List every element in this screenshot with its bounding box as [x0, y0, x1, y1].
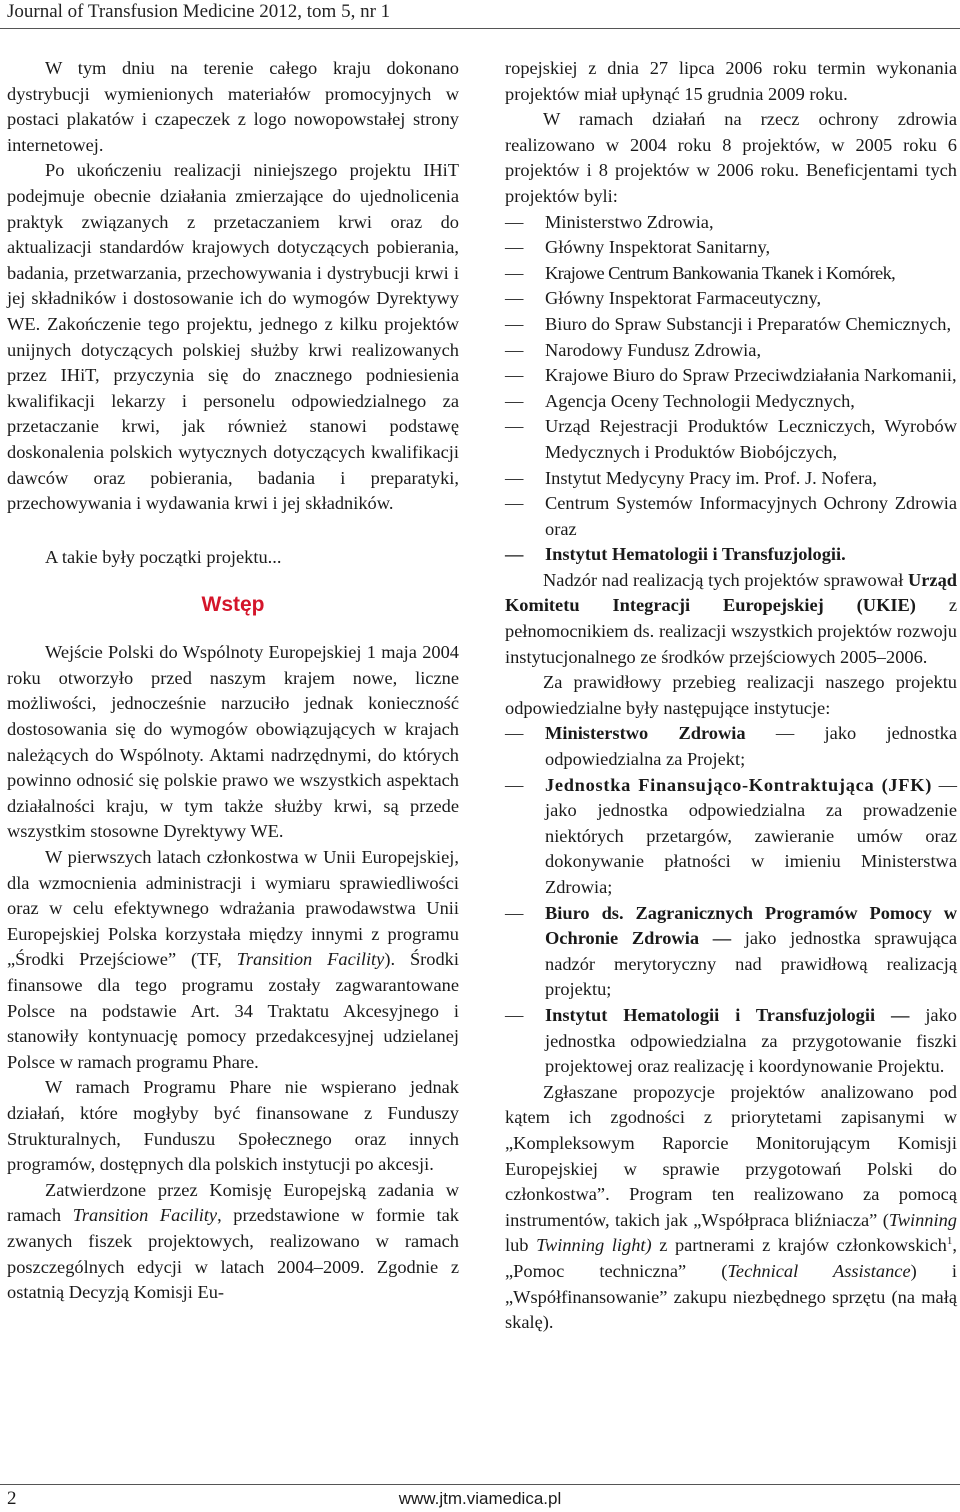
paragraph: Zgłaszane propozycje projektów analizowano pod kątem ich zgodności z priorytetami zapisanymi w „Kompleksowym Raporcie Monitorującym Komisji Europejskiej w sprawie przygotowań Polski do członkostwa”. Program ten realizowano za pomocą instrumentów, takich jak „Współpraca bliźniacza” (Twinning lub Twinning light) z partnerami z krajów członkowskich$^1$, „Pomoc techniczna” (Technical Assistance) i „Współfinansowanie” zakupu niezbędnego sprzętu (na małą skalę).	[505, 1081, 957, 1333]
footer-rule	[0, 1484, 960, 1485]
subheading: A takie były początki projektu...	[45, 546, 282, 567]
spacer	[7, 630, 459, 640]
institutions-list	[505, 721, 957, 1079]
list-item: — Instytut Medycyny Pracy im. Prof. J. Nofera,	[505, 466, 957, 492]
list-item: — Krajowe Centrum Bankowania Tkanek i Komórek,	[505, 261, 957, 287]
list-item: — Ministerstwo Zdrowia,	[505, 210, 957, 236]
list-item: — Instytut Hematologii i Transfuzjologii — jako jednostka odpowiedzialna za przygotowanie fiszki projektowej oraz realizację i koordynowanie Projektu.	[505, 1003, 957, 1080]
list-item: — Urząd Rejestracji Produktów Leczniczych, Wyrobów Medycznych i Produktów Biobójczych,	[505, 414, 957, 465]
list-item: — Instytut Hematologii i Transfuzjologii.	[505, 542, 957, 568]
journal-header: Journal of Transfusion Medicine 2012, tom 5, nr 1	[7, 1, 391, 22]
paragraph: W tym dniu na terenie całego kraju dokonano dystrybucji wymienionych materiałów promocyjnych w postaci plakatów i czapeczek z logo nowopowstałej strony internetowej.	[7, 58, 459, 155]
list-item: — Narodowy Fundusz Zdrowia,	[505, 338, 957, 364]
list-item: — Ministerstwo Zdrowia — jako jednostka odpowiedzialna za Projekt;	[505, 721, 957, 772]
list-item: — Główny Inspektorat Farmaceutyczny,	[505, 286, 957, 312]
left-column	[7, 56, 459, 1306]
paragraph: Wejście Polski do Wspólnoty Europejskiej 1 maja 2004 roku otworzyło przed naszym krajem nowe, liczne możliwości, jednocześnie narzuciło jednak konieczność dostosowania się do wymogów obowiązujących w krajach należących do Wspólnoty. Aktami nadrzędnymi, do których powinno odnosić się polskie prawo we wszystkich aspektach działalności kraju, w tym także służby krwi, są przede wszystkim stosowne Dyrektywy WE.	[7, 642, 459, 842]
paragraph: Zatwierdzone przez Komisję Europejską zadania w ramach Transition Facility, przedstawione w formie tak zwanych fiszek projektowych, realizowano w ramach poszczególnych edycji w latach 2004–2009. Zgodnie z ostatnią Decyzją Komisji Eu-	[7, 1179, 459, 1303]
header-rule	[0, 28, 960, 29]
list-item: — Krajowe Biuro do Spraw Przeciwdziałania Narkomanii,	[505, 363, 957, 389]
right-column	[505, 56, 957, 1336]
journal-url[interactable]: www.jtm.viamedica.pl	[398, 1489, 562, 1508]
paragraph: Nadzór nad realizacją tych projektów sprawował Urząd Komitetu Integracji Europejskiej (UKIE) z pełnomocnikiem ds. realizacji wszystkich projektów rozwoju instytucjonalnego ze środków przejściowych 2005–2006.	[505, 569, 957, 667]
paragraph: W ramach Programu Phare nie wspierano jednak działań, które mogłyby być finansowane z Funduszy Strukturalnych, Funduszu Społecznego oraz innych programów, dostępnych dla polskich instytucji po akcesji.	[7, 1077, 459, 1175]
paragraph: W ramach działań na rzecz ochrony zdrowia realizowano w 2004 roku 8 projektów, w 2005 roku 6 projektów i 8 projektów w 2006 roku. Beneficjentami tych projektów byli:	[505, 109, 957, 206]
page-number: 2	[7, 1488, 17, 1509]
list-item: — Główny Inspektorat Sanitarny,	[505, 235, 957, 261]
paragraph: ropejskiej z dnia 27 lipca 2006 roku termin wykonania projektów miał upłynąć 15 grudnia 2009 roku.	[505, 58, 957, 104]
spacer	[7, 570, 459, 580]
paragraph: Po ukończeniu realizacji niniejszego projektu IHiT podejmuje obecnie działania zmierzające do ujednolicenia praktyk związanych z przetaczaniem krwi oraz do aktualizacji standardów krajowych dotyczących pobierania, badania, przetwarzania, przechowywania i dystrybucji krwi i jej składników i dostosowanie ich do wymogów Dyrektywy WE. Zakończenie tego projektu, jednego z kilku projektów unijnych dotyczących polskiej służby krwi realizowanych przez IHiT, przyczynia się do znacznego podniesienia kwalifikacji lekarzy i personelu odpowiedzialnego za przetaczanie krwi, jak również stanowi podstawę doskonalenia polskich wytycznych dotyczących kwalifikacji dawców oraz pobierania, badania i preparatyki, przechowywania i wydawania krwi i jej składników.	[7, 160, 459, 514]
list-item: — Biuro ds. Zagranicznych Programów Pomocy w Ochronie Zdrowia — jako jednostka sprawująca nadzór merytoryczny nad prawidłową realizacją projektu;	[505, 901, 957, 1003]
list-item: — Centrum Systemów Informacyjnych Ochrony Zdrowia oraz	[505, 491, 957, 542]
list-item: — Agencja Oceny Technologii Medycznych,	[505, 389, 957, 415]
paragraph: Za prawidłowy przebieg realizacji naszego projektu odpowiedzialne były następujące instytucje:	[505, 672, 957, 718]
section-title: Wstęp	[201, 593, 265, 617]
list-item: — Jednostka Finansująco-Kontraktująca (JFK) — jako jednostka odpowiedzialna za prowadzenie niektórych przetargów, zawieranie umów oraz dokonywanie płatności w imieniu Ministerstwa Zdrowia;	[505, 773, 957, 901]
list-item: — Biuro do Spraw Substancji i Preparatów Chemicznych,	[505, 312, 957, 338]
paragraph: W pierwszych latach członkostwa w Unii Europejskiej, dla wzmocnienia administracji i wymiaru sprawiedliwości oraz w celu efektywnego wdrażania prawodawstwa Unii Europejskiej Polska korzystała między innymi z programu „Środki Przejściowe” (TF, Transition Facility). Środki finansowe dla tego programu zostały zagwarantowane Polsce na podstawie Art. 34 Traktatu Akcesyjnego i stanowiły kontynuację pomocy przedakcesyjnej udzielanej Polsce w ramach programu Phare.	[7, 847, 459, 1072]
spacer	[7, 517, 459, 545]
beneficiaries-list	[505, 210, 957, 568]
footnote-marker: 1	[946, 1235, 953, 1248]
